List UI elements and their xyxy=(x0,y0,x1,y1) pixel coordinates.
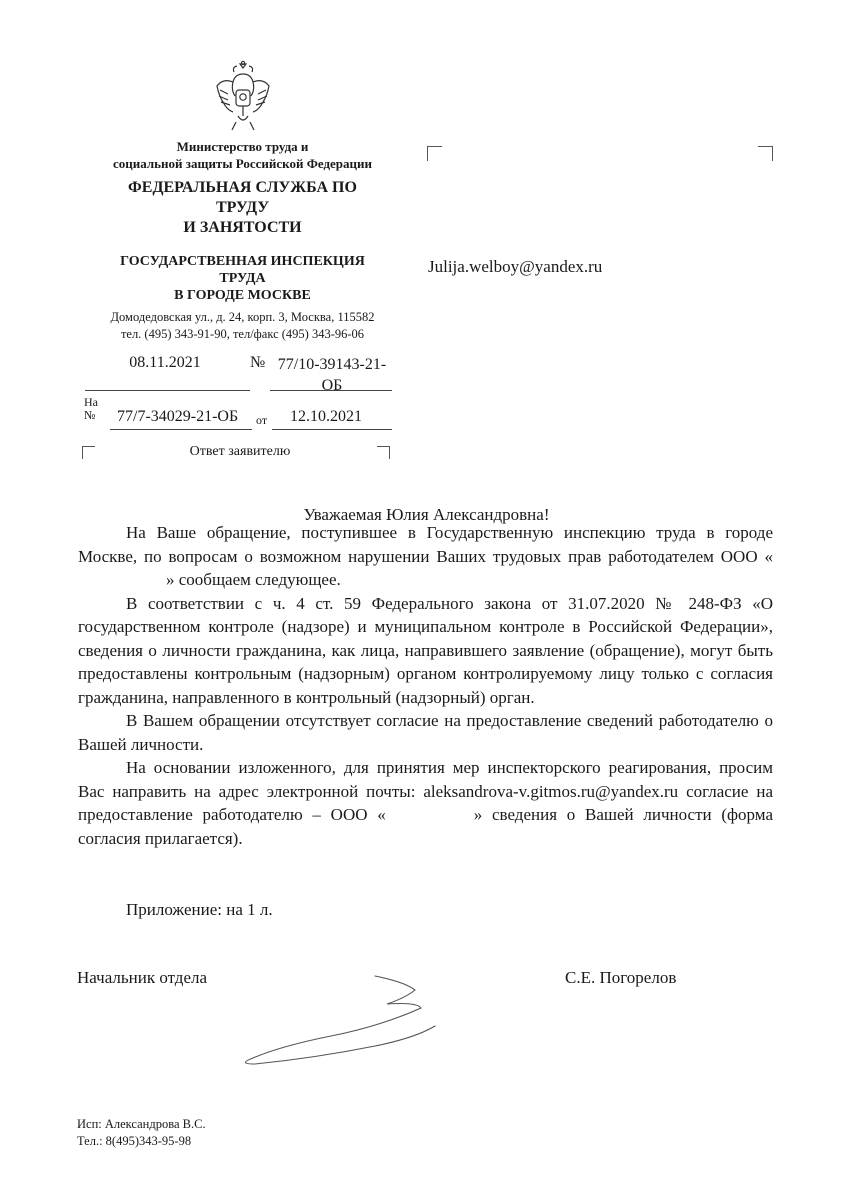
paragraph-1-ending: » сообщаем следующее. xyxy=(166,570,341,589)
incoming-number: 77/7-34029-21-ОБ xyxy=(117,408,239,425)
address-line-2: тел. (495) 343-91-90, тел/факс (495) 343-96-06 xyxy=(120,327,365,341)
signer-name: С.Е. Погорелов xyxy=(565,968,677,987)
salutation: Уважаемая Юлия Александровна! xyxy=(303,505,550,524)
executor-phone: Тел.: 8(495)343-95-98 xyxy=(77,1134,192,1148)
outgoing-number-underline xyxy=(270,390,392,391)
inspection-line-1: ГОСУДАРСТВЕННАЯ ИНСПЕКЦИЯ xyxy=(120,254,365,269)
handwritten-signature xyxy=(235,966,475,1066)
address-line-1: Домодедовская ул., д. 24, корп. 3, Москва, 115582 xyxy=(110,310,375,324)
reply-to-label xyxy=(84,396,98,422)
service-name xyxy=(100,178,385,238)
signer-position: Начальник отдела xyxy=(77,968,208,987)
inspection-line-2: ТРУДА xyxy=(219,271,266,286)
letter-body xyxy=(78,521,773,850)
paragraph-4-text: На основании изложенного, для принятия мер инспекторского реагирования, просим Вас направить на адрес электронной почты: aleksandrova-v.gitmos.ru@yandex.ru согласие на предоставление работодателю – ООО « xyxy=(78,758,773,824)
outgoing-date-underline xyxy=(85,390,250,391)
ministry-line-1: Министерство труда и xyxy=(176,139,309,154)
paragraph-2: В соответствии с ч. 4 ст. 59 Федерального закона от 31.07.2020 № 248-ФЗ «О государственном контроле (надзоре) и муниципальном контроле в Российской Федерации», сведения о личности гражданина, как лица, направившего заявление (обращение), могут быть предоставлены контрольным (надзорным) органом контролируемому лицу только с согласия гражданина, направленного в контрольный (надзорный) орган. xyxy=(78,593,773,707)
addressee-corner-left xyxy=(427,146,442,161)
paragraph-3: В Вашем обращении отсутствует согласие на предоставление сведений работодателю о Вашей личности. xyxy=(78,711,773,754)
reply-to-label-line-1: На xyxy=(84,395,98,409)
service-line-3: И ЗАНЯТОСТИ xyxy=(183,219,302,236)
executor-name: Исп: Александрова В.С. xyxy=(77,1117,206,1131)
inspection-line-3: В ГОРОДЕ МОСКВЕ xyxy=(174,288,311,303)
paragraph-4 xyxy=(78,756,773,850)
organization-address xyxy=(80,309,405,343)
outgoing-number-line-1: 77/10-39143-21- xyxy=(277,356,387,373)
attachment-note: Приложение: на 1 л. xyxy=(126,900,273,919)
recipient-label: Ответ заявителю xyxy=(189,444,291,459)
recipient-email: Julija.welboy@yandex.ru xyxy=(428,257,603,276)
executor-info xyxy=(77,1116,206,1150)
outgoing-number-line-2: ОБ xyxy=(321,377,343,394)
incoming-number-underline xyxy=(110,429,252,430)
incoming-date: 12.10.2021 xyxy=(290,408,362,425)
inspection-name xyxy=(90,253,395,304)
reply-to-label-line-2: № xyxy=(84,408,96,422)
number-sign: № xyxy=(250,354,266,371)
addressee-corner-right xyxy=(758,146,773,161)
state-emblem-icon xyxy=(214,60,272,132)
outgoing-date: 08.11.2021 xyxy=(129,354,201,371)
service-line-2: ТРУДУ xyxy=(215,199,270,216)
incoming-date-underline xyxy=(272,429,392,430)
ministry-name xyxy=(80,138,405,172)
service-line-1: ФЕДЕРАЛЬНАЯ СЛУЖБА ПО xyxy=(128,179,357,196)
paragraph-1-text: На Ваше обращение, поступившее в Государственную инспекцию труда в городе Москве, по вопросам о возможном нарушении Ваших трудовых прав работодателем ООО « xyxy=(78,523,773,566)
from-label: от xyxy=(256,413,268,427)
paragraph-1 xyxy=(78,521,773,592)
ministry-line-2: социальной защиты Российской Федерации xyxy=(112,156,373,171)
paragraph-4-ending: » сведения о Вашей личности (форма согласия прилагается). xyxy=(78,805,773,848)
